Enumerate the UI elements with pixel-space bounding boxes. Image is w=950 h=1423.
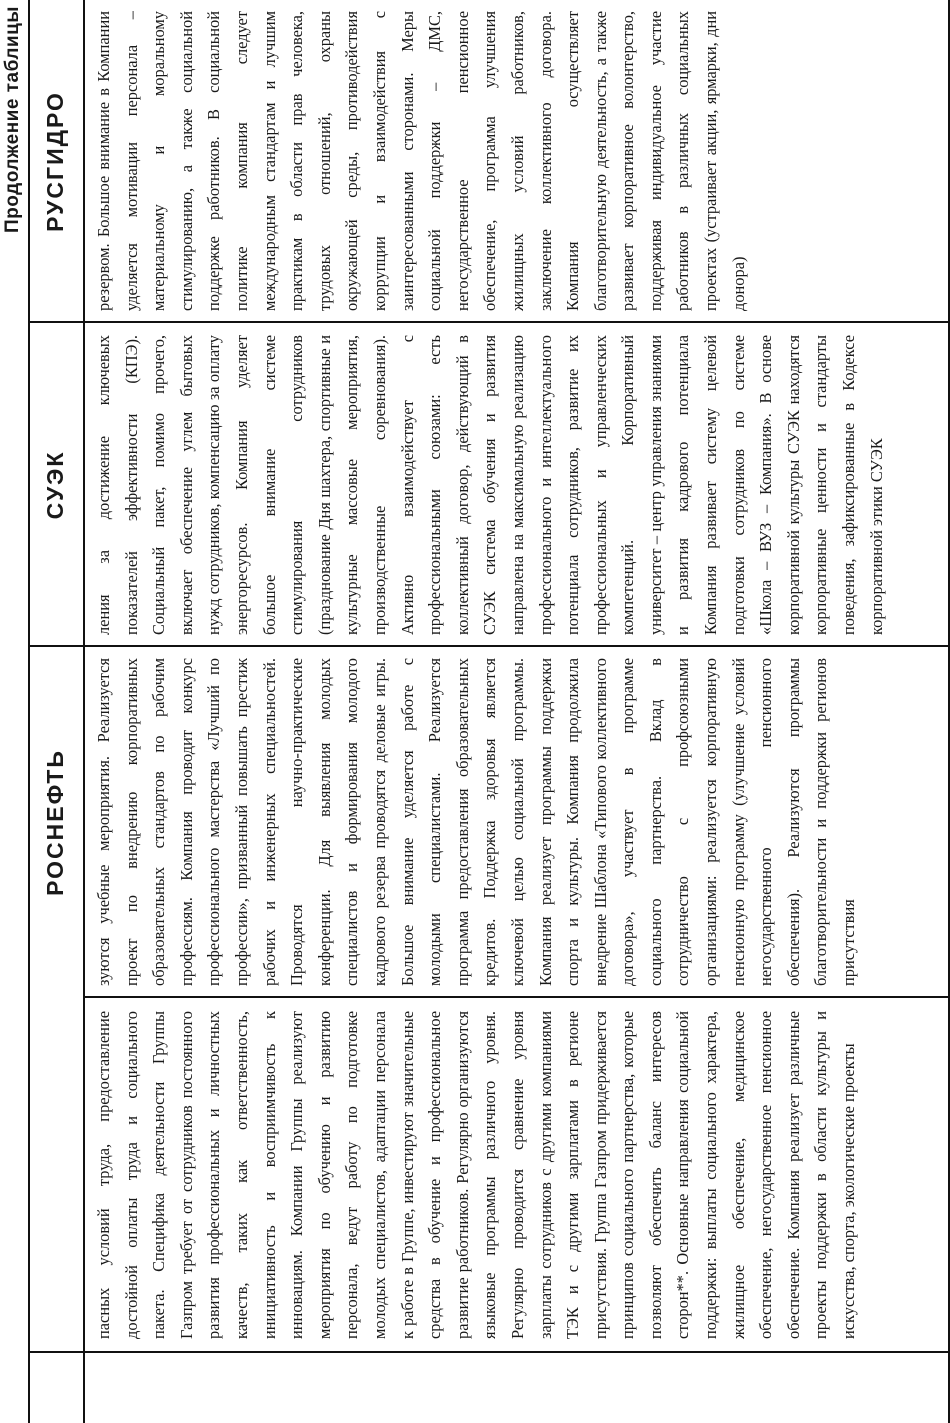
blank-left-column (28, 1353, 948, 1423)
cell-rosneft: зуются учебные мероприятия. Реализуется проект по внедрению корпоративных образовательных стандартов по рабочим профессиям. Компания проводит конкурс профессионального мастерства «Лучший по профессии», призванный повышать престиж рабочих и инженерных специальностей. Проводятся научно-практические конференции. Для выявления молодых специалистов и формирования молодого кадрового резерва проводятся деловые игры. Большое внимание уделяется работе с молодыми специалистами. Реализуется программа предоставления образовательных кредитов. Поддержка здоровья является ключевой целью социальной программы. Компания реализует программы поддержки спорта и культуры. Компания продолжила внедрение Шаблона «Типового коллективного договора», участвует в программе социального партнерства. Вклад в сотрудничество с профсоюзными организациями: реализуется корпоративную пенсионную программу (улучшение условий негосударственного пенсионного обеспечения). Реализуются программы благотворительности и поддержки регионов присутствия (94, 658, 859, 986)
cell-gazprom-continued: пасных условий труда, предоставление достойной оплаты труда и социального пакета. Специфика деятельности Группы Газпром требует от сотрудников постоянного развития профессиональных и личностных качеств, таких как ответственность, инициативность и восприимчивость к инновациям. Компании Группы реализуют мероприятия по обучению и развитию персонала, ведут работу по подготовке молодых специалистов, адаптации персонала к работе в Группе, инвестируют значительные средства в обучение и профессиональное развитие работников. Регулярно организуются языковые программы различного уровня. Регулярно проводится сравнение уровня зарплаты сотрудников с другими компаниями ТЭК и с другими зарплатами в регионе присутствия. Группа Газпром придерживается принципов социального партнерства, которые позволяют обеспечить баланс интересов сторон**. Основные направления социальной поддержки: выплаты социального характера, жилищное обеспечение, медицинское обеспечение, негосударственное пенсионное обеспечение. Компания реализует различные проекты поддержки в области культуры и искусства, спорта, экологические проекты (94, 1011, 859, 1339)
cell-rushydro: резервом. Большое внимание в Компании уделяется мотивации персонала – материальному и моральному стимулированию, а также социальной поддержке работников. В социальной политике компания следует международным стандартам и лучшим практикам в области прав человека, трудовых отношений, охраны окружающей среды, противодействия коррупции и взаимодействия с заинтересованными сторонами. Меры социальной поддержки – ДМС, негосударственное пенсионное обеспечение, программа улучшения жилищных условий работников, заключение коллективного договора. Компания осуществляет благотворительную деятельность, а также развивает корпоративное волонтерство, поддерживая индивидуальное участие работников в различных социальных проектах (устраивает акции, ярмарки, дни донора) (94, 11, 748, 311)
table-top-border (28, 0, 30, 1423)
column-divider-2 (83, 996, 950, 998)
column-divider-4 (28, 321, 950, 323)
header-suek: СУЭК (42, 450, 68, 520)
header-rosneft: РОСНЕФТЬ (42, 749, 68, 896)
column-divider-3 (28, 645, 950, 647)
table-caption: Продолжение таблицы (2, 6, 23, 233)
data-table (28, 0, 950, 1423)
header-bottom-border (83, 0, 85, 1423)
cell-suek: ления за достижение ключевых показателей эффективности (КПЭ). Социальный пакет, помимо прочего, включает обеспечение углем бытовых нужд сотрудников, компенсацию за оплату энергоресурсов. Компания уделяет большое внимание системе стимулирования сотрудников (празднование Дня шахтера, спортивные и культурные массовые мероприятия, производственные соревнования). Активно взаимодействует с профессиональными союзами: есть коллективный договор, действующий в СУЭК система обучения и развития направлена на максимальную реализацию профессионального и интеллектуального потенциала сотрудников, развитие их профессиональных и управленческих компетенций. Корпоративный университет – центр управления знаниями и развития кадрового потенциала Компания развивает систему целевой подготовки сотрудников по системе «Школа – ВУЗ – Компания». В основе корпоративной культуры СУЭК находятся корпоративные ценности и стандарты поведения, зафиксированные в Кодексе корпоративной этики СУЭК (94, 335, 886, 635)
header-rushydro: РУСГИДРО (42, 91, 68, 232)
